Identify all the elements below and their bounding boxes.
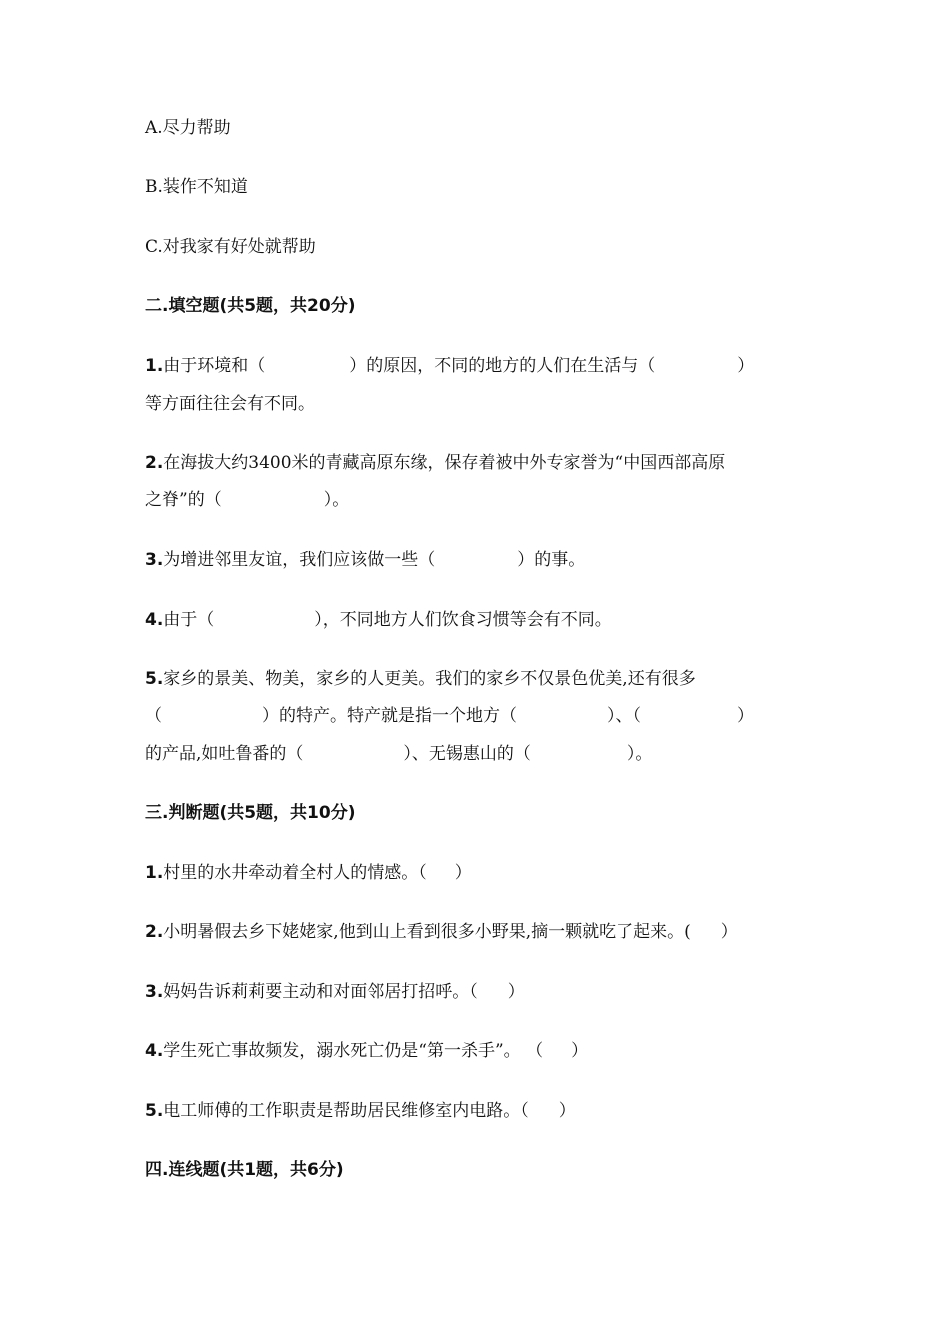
judge-question-2 [145, 921, 738, 943]
question-text: ） [454, 863, 472, 883]
fill-question-4 [145, 609, 612, 631]
fill-question-5-cont [145, 705, 754, 727]
fill-question-2 [145, 452, 725, 474]
question-text: 电工师傅的工作职责是帮助居民维修室内电路。（ [163, 1101, 529, 1121]
fill-question-5 [145, 668, 696, 690]
question-text: ）。 [626, 744, 653, 764]
question-text: 为增进邻里友谊，我们应该做一些（ [163, 550, 436, 570]
question-text: ），不同地方人们饮食习惯等会有不同。 [314, 610, 612, 630]
fill-question-5-cont-2 [145, 743, 652, 765]
judge-question-1 [145, 862, 472, 884]
question-number: 2. [145, 453, 164, 473]
judge-question-5 [145, 1100, 576, 1122]
question-number: 3. [145, 982, 164, 1002]
fill-question-3 [145, 549, 585, 571]
question-text: 学生死亡事故频发，溺水死亡仍是“第一杀手”。 （ [163, 1041, 544, 1061]
question-number: 1. [145, 863, 164, 883]
choice-b: B.装作不知道 [145, 177, 248, 197]
question-number: 5. [145, 669, 164, 689]
question-text: ）的特产。特产就是指一个地方（ [262, 706, 517, 726]
question-text: ）的原因，不同的地方的人们在生活与（ [349, 356, 656, 376]
question-text: 小明暑假去乡下姥姥家,他到山上看到很多小野果,摘一颗就吃了起来。( [163, 922, 691, 942]
question-text: ） [571, 1041, 589, 1061]
question-text: ） [720, 922, 738, 942]
fill-question-1 [145, 355, 754, 377]
question-text: 由于环境和（ [163, 356, 266, 376]
section-3-heading: 三.判断题(共5题，共10分) [145, 803, 356, 823]
question-text: （ [145, 706, 162, 726]
fill-question-1-cont: 等方面往往会有不同。 [145, 394, 315, 414]
question-text: ） [507, 982, 525, 1002]
section-2-heading: 二.填空题(共5题，共20分) [145, 296, 356, 316]
question-text: 村里的水井牵动着全村人的情感。（ [163, 863, 427, 883]
question-number: 3. [145, 550, 164, 570]
question-text: 之脊”的（ [145, 490, 222, 510]
fill-question-2-cont [145, 489, 349, 511]
question-text: 家乡的景美、物美，家乡的人更美。我们的家乡不仅景色优美,还有很多 [163, 669, 696, 689]
question-number: 2. [145, 922, 164, 942]
choice-a: A.尽力帮助 [145, 118, 231, 138]
question-text: ）、（ [607, 706, 641, 726]
question-text: ） [558, 1101, 576, 1121]
question-text: ）。 [323, 490, 350, 510]
question-text: ）、无锡惠山的（ [403, 744, 531, 764]
question-text: ）的事。 [517, 550, 586, 570]
question-number: 4. [145, 610, 164, 630]
question-number: 4. [145, 1041, 164, 1061]
question-text: ） [737, 706, 754, 726]
judge-question-4 [145, 1040, 588, 1062]
question-text: 妈妈告诉莉莉要主动和对面邻居打招呼。（ [163, 982, 478, 1002]
question-number: 5. [145, 1101, 164, 1121]
question-text: 的产品,如吐鲁番的（ [145, 744, 304, 764]
judge-question-3 [145, 981, 525, 1003]
section-4-heading: 四.连线题(共1题，共6分) [145, 1160, 344, 1180]
question-text: 在海拔大约3400米的青藏高原东缘，保存着被中外专家誉为“中国西部高原 [163, 453, 726, 473]
question-number: 1. [145, 356, 164, 376]
question-text: ） [737, 356, 755, 376]
choice-c: C.对我家有好处就帮助 [145, 237, 316, 257]
question-text: 由于（ [163, 610, 215, 630]
